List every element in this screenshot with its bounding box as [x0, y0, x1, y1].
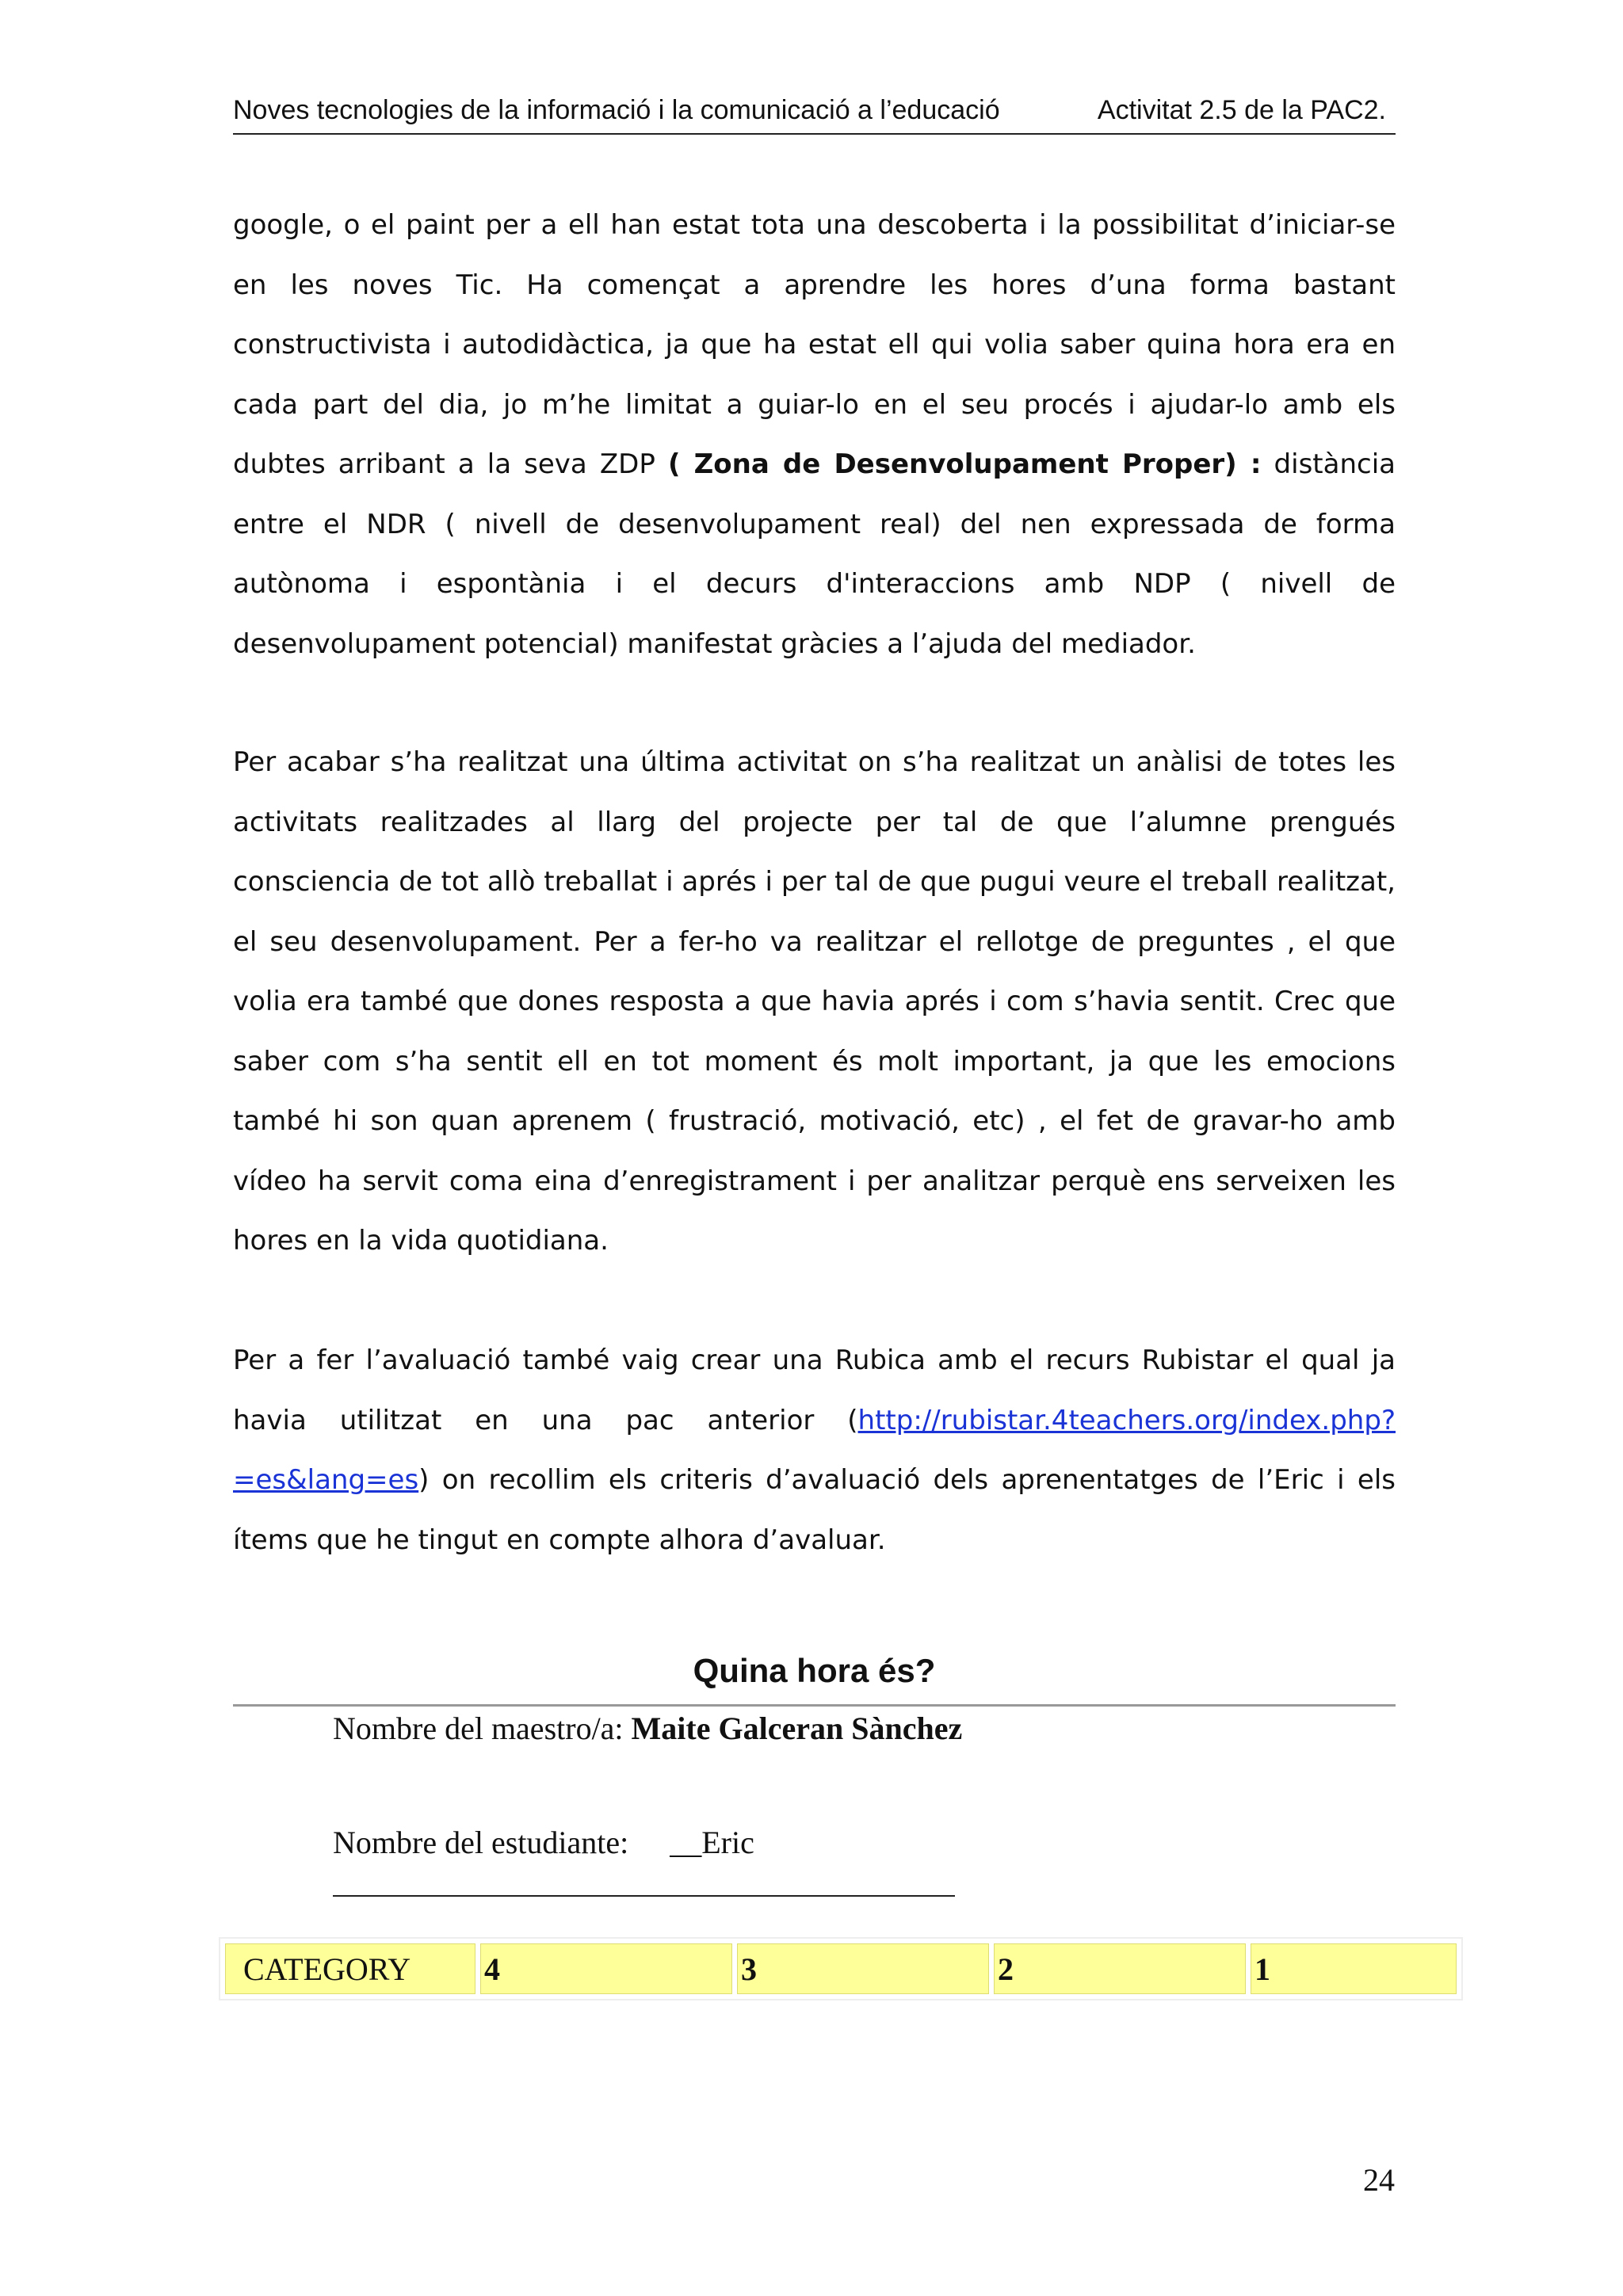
paragraph-1-text-b: distància entre el NDR ( nivell de desenvolupament real) del nen expressada de forma autònoma i espontània i el decurs d'interaccions amb NDP ( nivell de desenvolupament potencial) manifestat gràcies a l’ajuda del mediador.	[233, 448, 1396, 660]
student-label: Nombre del estudiante:	[333, 1825, 629, 1860]
category-header-cell: CATEGORY	[225, 1943, 475, 1994]
score-2-header-cell: 2	[994, 1943, 1246, 1994]
paragraph-3-text-b: ) on recollim els criteris d’avaluació dels aprenentatges de l’Eric i els ítems que he tingut en compte alhora d’avaluar.	[233, 1464, 1396, 1556]
student-name-line	[333, 1824, 754, 1861]
page-header	[233, 93, 1396, 135]
body-paragraph-1	[233, 196, 1396, 674]
paragraph-1-text-a: google, o el paint per a ell han estat tota una descoberta i la possibilitat d’iniciar-se en les noves Tic. Ha començat a aprendre les hores d’una forma bastant constructivista i autodidàctica, ja que ha estat ell qui volia saber quina hora era en cada part del dia, jo m’he limitat a guiar-lo en el seu procés i ajudar-lo amb els dubtes arribant a la seva ZDP	[233, 209, 1396, 480]
score-3-header-cell: 3	[737, 1943, 989, 1994]
score-4-header-cell: 4	[480, 1943, 732, 1994]
page-number: 24	[1363, 2162, 1395, 2198]
rubric-title: Quina hora és?	[693, 1652, 936, 1689]
teacher-name: Maite Galceran Sànchez	[631, 1711, 963, 1746]
header-course-title: Noves tecnologies de la informació i la comunicació a l’educació	[233, 95, 1000, 125]
rubistar-link[interactable]: http://rubistar.4teachers.org/index.php?=es&lang=es	[233, 1404, 1396, 1496]
body-paragraph-2: Per acabar s’ha realitzat una última activitat on s’ha realitzat un anàlisi de totes les activitats realitzades al llarg del projecte per tal de que l’alumne prengués consciencia de tot allò treballat i aprés i per tal de que pugui veure el treball realitzat, el seu desenvolupament. Per a fer-ho va realitzar el rellotge de preguntes , el que volia era també que dones resposta a que havia aprés i com s’havia sentit. Crec que saber com s’ha sentit ell en tot moment és molt important, ja que les emocions també hi son quan aprenem ( frustració, motivació, etc) , el fet de gravar-ho amb vídeo ha servit coma eina d’enregistrament i per analitzar perquè ens serveixen les hores en la vida quotidiana.	[233, 746, 1396, 1257]
zdp-definition-bold: ( Zona de Desenvolupament Proper) :	[667, 448, 1262, 480]
student-name: __Eric	[670, 1825, 754, 1860]
score-1-header-cell: 1	[1251, 1943, 1457, 1994]
rubric-category-table	[219, 1937, 1463, 2000]
header-activity-label: Activitat 2.5 de la PAC2.	[1097, 95, 1386, 125]
rubric-title-rule	[233, 1704, 1396, 1707]
student-name-underline	[333, 1895, 955, 1897]
body-paragraph-3	[233, 1331, 1396, 1570]
teacher-name-line	[333, 1710, 962, 1747]
paragraph-3-text-a: Per a fer l’avaluació també vaig crear una Rubica amb el recurs Rubistar el qual ja havia utilitzat en una pac anterior (	[233, 1344, 1396, 1436]
teacher-label: Nombre del maestro/a:	[333, 1711, 632, 1746]
rubric-header-row	[225, 1943, 1457, 1994]
